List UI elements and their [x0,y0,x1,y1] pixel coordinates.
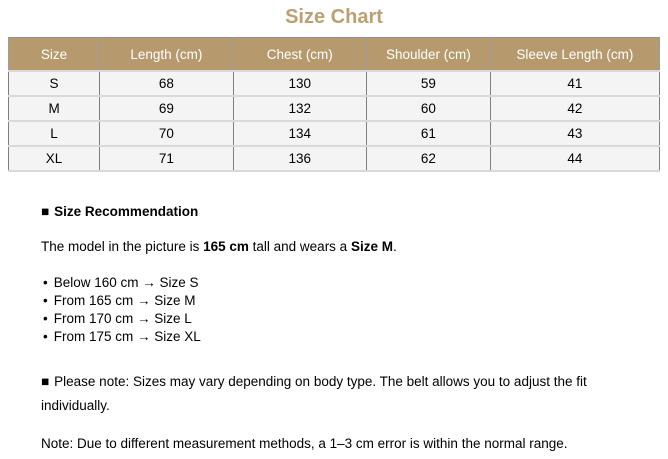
cell-chest: 130 [233,71,366,96]
cell-size: M [9,96,100,121]
model-info-line [41,239,628,254]
size-recommendation-title: Size Recommendation [54,204,199,219]
cell-sleeve-length: 41 [490,71,659,96]
list-item-size-m [43,292,628,310]
cell-length: 69 [100,96,233,121]
size-chart-table [8,37,660,172]
model-line-text: tall and wears a [248,239,351,254]
column-header-size: Size [9,38,100,72]
cell-length: 71 [100,146,233,171]
model-line-text: . [392,239,397,254]
cell-sleeve-length: 43 [490,121,659,146]
please-note-text: Please note: Sizes may vary depending on body type. The belt allows you to adjust the fit individually. [41,374,587,413]
column-header-chest: Chest (cm) [233,38,366,72]
table-row-m [9,96,660,121]
table-row-l [9,121,660,146]
cell-sleeve-length: 42 [490,96,659,121]
column-header-sleeve-length: Sleeve Length (cm) [490,38,659,72]
cell-length: 70 [100,121,233,146]
cell-shoulder: 62 [367,146,491,171]
cell-shoulder: 61 [367,121,491,146]
table-row-xl [9,146,660,171]
list-item-size-s [43,274,628,292]
cell-sleeve-length: 44 [490,146,659,171]
cell-size: XL [9,146,100,171]
list-item-text: From 165 cm → Size M [53,293,196,308]
bullet-icon: • [43,275,48,290]
model-size-value: Size M [350,239,393,254]
column-header-length: Length (cm) [100,38,233,72]
table-header-row [9,38,660,72]
list-item-text: From 170 cm → Size L [53,311,192,326]
model-line-text: The model in the picture is [41,239,204,254]
cell-shoulder: 59 [367,71,491,96]
bullet-icon: • [43,329,48,344]
cell-chest: 134 [233,121,366,146]
size-info-section [41,204,628,451]
page-title: Size Chart [285,6,383,28]
size-guide-list [41,274,628,346]
cell-chest: 136 [233,146,366,171]
cell-chest: 132 [233,96,366,121]
column-header-shoulder: Shoulder (cm) [367,38,491,72]
cell-length: 68 [100,71,233,96]
table-row-s [9,71,660,96]
list-item-text: Below 160 cm → Size S [53,275,199,290]
bullet-icon: • [43,311,48,326]
model-height-value: 165 cm [203,239,249,254]
measurement-error-note: Note: Due to different measurement methods, a 1–3 cm error is within the normal range. [41,436,568,451]
cell-size: S [9,71,100,96]
please-note-paragraph [41,370,619,418]
list-item-size-xl [43,328,628,346]
list-item-size-l [43,310,628,328]
black-square-icon: ■ [41,204,50,219]
size-recommendation-heading [41,204,628,219]
list-item-text: From 175 cm → Size XL [53,329,201,344]
cell-shoulder: 60 [367,96,491,121]
cell-size: L [9,121,100,146]
bullet-icon: • [43,293,48,308]
size-chart-page [0,6,668,459]
black-square-icon: ■ [41,374,50,389]
